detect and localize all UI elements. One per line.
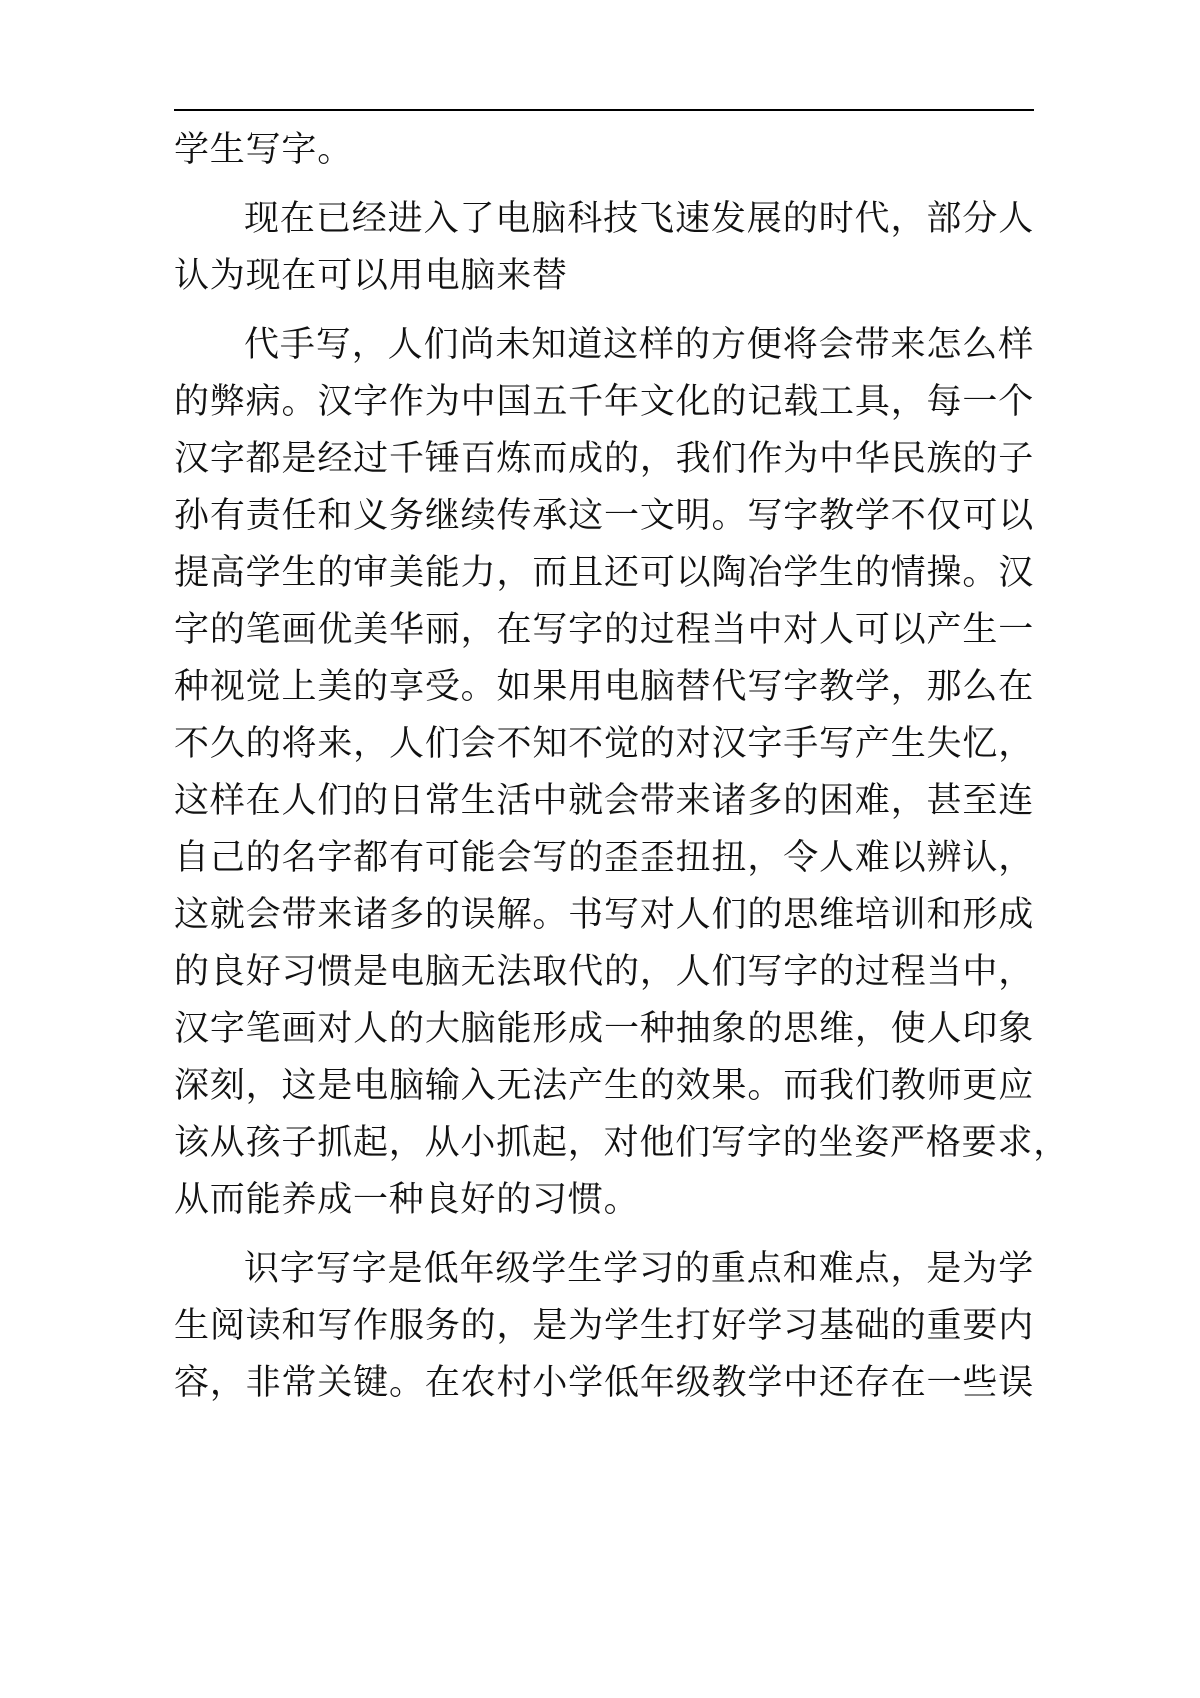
text-line: 种视觉上美的享受。如果用电脑替代写字教学，那么在: [174, 667, 1034, 707]
text-line: 这样在人们的日常生活中就会带来诸多的困难，甚至连: [174, 781, 1034, 821]
text-line: 代手写，人们尚未知道这样的方便将会带来怎么样: [244, 325, 1034, 365]
text-line: 孙有责任和义务继续传承这一文明。写字教学不仅可以: [174, 496, 1034, 536]
text-line: 的弊病。汉字作为中国五千年文化的记载工具，每一个: [174, 382, 1034, 422]
text-line: 这就会带来诸多的误解。书写对人们的思维培训和形成: [174, 895, 1034, 935]
text-line: 深刻，这是电脑输入无法产生的效果。而我们教师更应: [174, 1066, 1034, 1106]
text-line: 不久的将来，人们会不知不觉的对汉字手写产生失忆，: [174, 724, 1034, 764]
text-line: 识字写字是低年级学生学习的重点和难点，是为学: [244, 1249, 1034, 1289]
header-rule: [174, 109, 1034, 111]
text-line: 提高学生的审美能力，而且还可以陶冶学生的情操。汉: [174, 553, 1034, 593]
text-line: 认为现在可以用电脑来替: [174, 256, 568, 296]
text-line: 的良好习惯是电脑无法取代的，人们写字的过程当中，: [174, 952, 1034, 992]
text-line: 自己的名字都有可能会写的歪歪扭扭，令人难以辨认，: [174, 838, 1034, 878]
paragraph: [174, 317, 1070, 1229]
text-line: 学生写字。: [174, 130, 354, 170]
document-body: [174, 122, 1070, 1412]
text-line: 生阅读和写作服务的，是为学生打好学习基础的重要内: [174, 1306, 1034, 1346]
paragraph: [174, 122, 1034, 179]
text-line: 该从孩子抓起，从小抓起，对他们写字的坐姿严格要求，: [174, 1123, 1070, 1163]
paragraph: [174, 191, 1034, 305]
text-line: 从而能养成一种良好的习惯。: [174, 1180, 640, 1220]
text-line: 现在已经进入了电脑科技飞速发展的时代，部分人: [244, 199, 1034, 239]
text-line: 字的笔画优美华丽，在写字的过程当中对人可以产生一: [174, 610, 1034, 650]
text-line: 汉字笔画对人的大脑能形成一种抽象的思维，使人印象: [174, 1009, 1034, 1049]
paragraph: [174, 1241, 1034, 1412]
text-line: 汉字都是经过千锤百炼而成的，我们作为中华民族的子: [174, 439, 1034, 479]
text-line: 容，非常关键。在农村小学低年级教学中还存在一些误: [174, 1363, 1034, 1403]
